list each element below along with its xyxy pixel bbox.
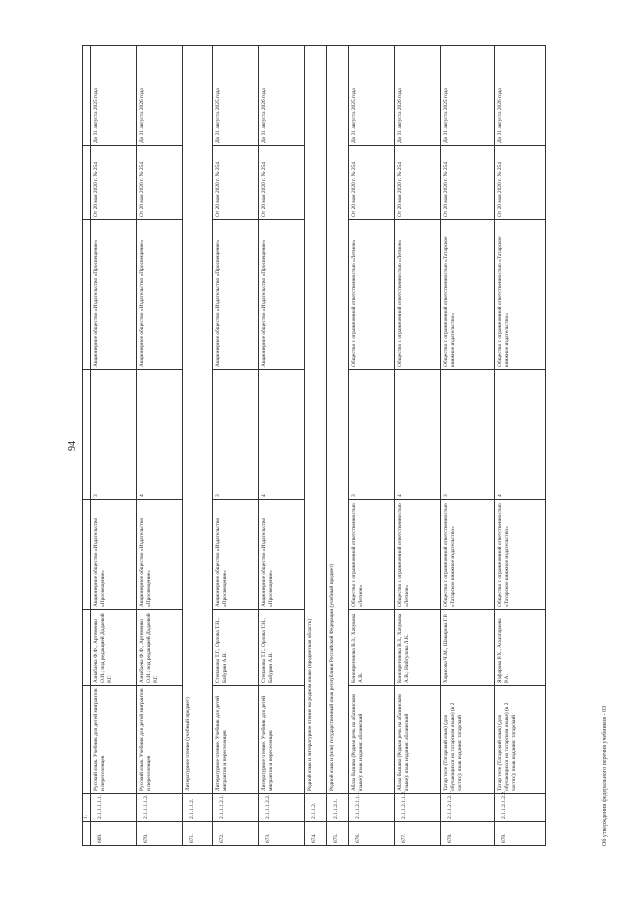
textbook-title: Татар теле (Татарский язык) (для обучающихся на татарском языке) (в 2 частях); язык издания: татарский (495, 686, 546, 794)
row-code: 2.1.1.2.1. (327, 794, 349, 822)
row-number: 670. (137, 822, 183, 846)
valid-until: До 31 августа 2026 года (495, 46, 546, 146)
page-number: 94 (67, 441, 78, 451)
row-number: 676. (349, 822, 395, 846)
publisher-name: Общество с ограниченной ответственностью «Татарское книжное издательство» (495, 500, 546, 610)
textbook-authors: Степанова Т.Г., Орлова Т.Н., Бабурин А.В. (213, 610, 259, 686)
grade-cell: 3 (213, 370, 259, 500)
grade-cell: 4 (395, 370, 441, 500)
textbook-title: Русский язык. Учебник для детей мигрантов и переселенцев (137, 686, 183, 794)
textbook-table (82, 45, 546, 846)
textbook-authors: Конопрегонова В.З., Хачукова А.В. (349, 610, 395, 686)
row-number: 671. (183, 822, 213, 846)
order-date: От 20 мая 2020 г. № 254 (137, 146, 183, 220)
row-number: 677. (395, 822, 441, 846)
legal-entity: Общество с ограниченной ответственностью «Татарское книжное издательство» (441, 220, 495, 370)
row-code: 2.1.1.2. (305, 794, 327, 822)
row-number: 672. (213, 822, 259, 846)
section-title: Родной язык и (или) государственный язык республики Российской Федерации (учебный предмет) (327, 46, 349, 794)
grade-cell: 3 (349, 370, 395, 500)
publisher-name: Общество с ограниченной ответственностью «Татарское книжное издательство» (441, 500, 495, 610)
rotated-page (56, 46, 616, 846)
order-date: От 20 мая 2020 г. № 254 (495, 146, 546, 220)
valid-until: До 31 августа 2026 года (259, 46, 305, 146)
order-date: От 20 мая 2020 г. № 254 (91, 146, 137, 220)
legal-entity: Акционерное общество «Издательство «Просвещение» (137, 220, 183, 370)
table-header-row (83, 46, 91, 846)
footer-text: Об утверждении федерального перечня учебников - 03 (602, 705, 608, 846)
row-number: 669. (91, 822, 137, 846)
textbook-authors: Степанова Т.Г., Орлова Т.Н., Бабурин А.В. (259, 610, 305, 686)
publisher-name: Акционерное общество «Издательство «Просвещение» (91, 500, 137, 610)
section-title: Родной язык и литературное чтение на родном языке (предметная область) (305, 46, 327, 794)
section-title: Литературное чтение (учебный предмет) (183, 46, 213, 794)
section-row (327, 46, 349, 846)
grade-cell: 3 (441, 370, 495, 500)
order-date: От 20 мая 2020 г. № 254 (349, 146, 395, 220)
legal-entity: Общество с ограниченной ответственностью «Летион» (395, 220, 441, 370)
row-code: 2.1.1.1.2. (183, 794, 213, 822)
textbook-title: Абаза бызшва (Родная речь на абазинском языке): язык издания: абазинский (395, 686, 441, 794)
order-date: От 20 мая 2020 г. № 254 (441, 146, 495, 220)
row-code: 2.1.1.1.2.1. (213, 794, 259, 822)
legal-entity: Акционерное общество «Издательство «Просвещение» (91, 220, 137, 370)
section-row (305, 46, 327, 846)
valid-until: До 31 августа 2025 года (349, 46, 395, 146)
order-date: От 20 мая 2020 г. № 254 (259, 146, 305, 220)
header-cell: 1. (83, 794, 91, 822)
valid-until: До 31 августа 2025 года (213, 46, 259, 146)
row-number: 679. (495, 822, 546, 846)
row-code: 2.1.1.1.2.2. (259, 794, 305, 822)
grade-cell: 3 (91, 370, 137, 500)
table-row (213, 46, 259, 846)
row-number: 674. (305, 822, 327, 846)
valid-until: До 31 августа 2026 года (137, 46, 183, 146)
order-date: От 20 мая 2020 г. № 254 (395, 146, 441, 220)
valid-until: До 31 августа 2026 года (395, 46, 441, 146)
table-row (349, 46, 395, 846)
publisher-name: Общество с ограниченной ответственностью «Летион» (349, 500, 395, 610)
grade-cell: 4 (259, 370, 305, 500)
grade-cell: 4 (495, 370, 546, 500)
table-row (495, 46, 546, 846)
row-code: 2.1.1.2.1.2.2. (495, 794, 546, 822)
publisher-name: Общество с ограниченной ответственностью «Летион» (395, 500, 441, 610)
row-number: 675. (327, 822, 349, 846)
table-row (137, 46, 183, 846)
legal-entity: Акционерное общество «Издательство «Просвещение» (213, 220, 259, 370)
row-code: 2.1.1.1.1.1. (91, 794, 137, 822)
grade-cell: 4 (137, 370, 183, 500)
row-code: 2.1.1.2.1.1.1. (349, 794, 395, 822)
table-row (259, 46, 305, 846)
textbook-title: Литературное чтение. Учебник для детей мигрантов и переселенцев (213, 686, 259, 794)
publisher-name: Акционерное общество «Издательство «Просвещение» (213, 500, 259, 610)
order-date: От 20 мая 2020 г. № 254 (213, 146, 259, 220)
textbook-authors: Конопрегонова В.З., Хачукова А.В.; Нибгулова Л.К. (395, 610, 441, 686)
row-code: 2.1.1.2.1.1.2. (395, 794, 441, 822)
legal-entity: Общество с ограниченной ответственностью «Летион» (349, 220, 395, 370)
publisher-name: Акционерное общество «Издательство «Просвещение» (259, 500, 305, 610)
row-number: 673. (259, 822, 305, 846)
textbook-authors: Яхфарова Р.Х., Асылгараева Р.А. (495, 610, 546, 686)
table-row (91, 46, 137, 846)
textbook-authors: Азнабаева Ф.Ф., Артеменко О.И.; под редакцией Дадаевой Р.Г. (137, 610, 183, 686)
table-row (395, 46, 441, 846)
valid-until: До 31 августа 2025 года (441, 46, 495, 146)
textbook-authors: Азнабаева Ф.Ф., Артеменко О.И.; под редакцией Дадаевой Р.Г. (91, 610, 137, 686)
textbook-title: Русский язык. Учебник для детей мигрантов и переселенцев (91, 686, 137, 794)
publisher-name: Акционерное общество «Издательство «Просвещение» (137, 500, 183, 610)
legal-entity: Акционерное общество «Издательство «Просвещение» (259, 220, 305, 370)
row-code: 2.1.1.2.1.2.1. (441, 794, 495, 822)
table-row (441, 46, 495, 846)
valid-until: До 31 августа 2025 года (91, 46, 137, 146)
row-number: 678. (441, 822, 495, 846)
legal-entity: Общество с ограниченной ответственностью «Татарское книжное издательство» (495, 220, 546, 370)
textbook-title: Литературное чтение. Учебник для детей мигрантов и переселенцев (259, 686, 305, 794)
row-code: 2.1.1.1.1.2. (137, 794, 183, 822)
section-row (183, 46, 213, 846)
textbook-title: Абаза бызшва (Родная речь на абазинском языке): язык издания: абазинский (349, 686, 395, 794)
textbook-title: Татар теле (Татарский язык) (для обучающихся на татарском языке) (в 2 частях); язык издания: татарский (441, 686, 495, 794)
textbook-authors: Харисова Ч.М., Шакирова Г.Р. (441, 610, 495, 686)
